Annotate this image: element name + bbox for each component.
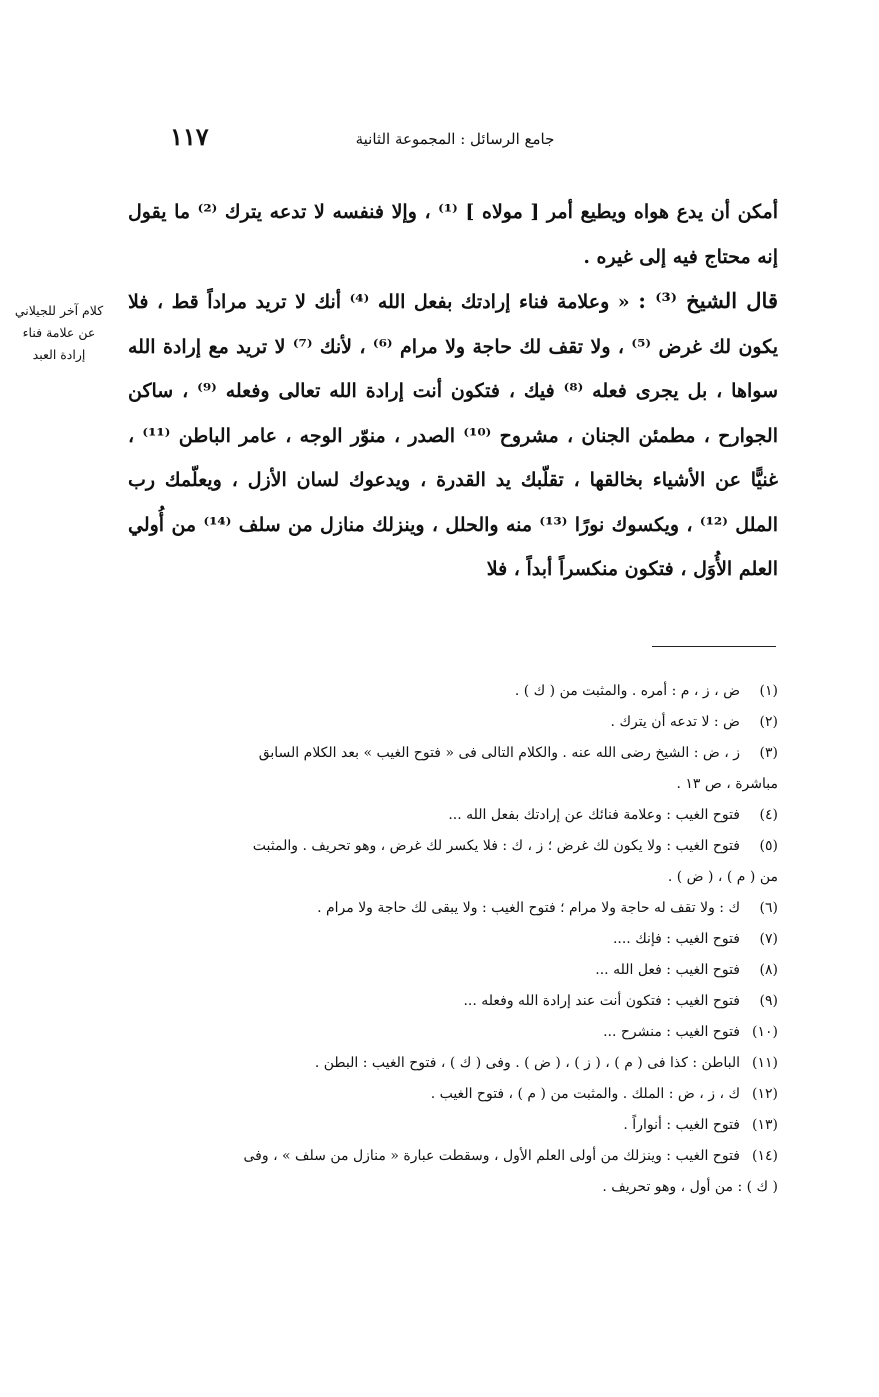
footnote-number: (١٢) bbox=[752, 1086, 778, 1102]
footnote-number: (١١) bbox=[752, 1055, 778, 1071]
footnote-number: (١٣) bbox=[752, 1117, 778, 1133]
footnote-continuation: ( ك ) : من أول ، وهو تحريف . bbox=[602, 1179, 778, 1195]
footnote-number: (١) bbox=[759, 683, 778, 699]
paragraph bbox=[128, 279, 778, 592]
footnote-text: فتوح الغيب : وعلامة فنائك عن إرادتك بفعل الله ... bbox=[448, 807, 740, 823]
footnote bbox=[128, 924, 778, 955]
margin-note-line: كلام آخر للجيلاني bbox=[14, 303, 104, 318]
footnote-text: فتوح الغيب : فإنك .... bbox=[612, 931, 740, 947]
footnote-number: (٥) bbox=[759, 838, 778, 854]
footnote-text: فتوح الغيب : أنواراً . bbox=[623, 1117, 740, 1133]
footnote bbox=[128, 893, 778, 924]
paragraph-text: « وعلامة فناء إرادتك بفعل الله ⁽⁴⁾ أنك لا تريد مراداً قط ، فلا يكون لك غرض ⁽⁵⁾ ، ولا تقف لك حاجة ولا مرام ⁽⁶⁾ ، لأنك ⁽⁷⁾ لا تريد مع إرادة الله سواها ، بل يجرى فعله ⁽⁸⁾ فيك ، فتكون أنت إرادة الله تعالى وفعله ⁽⁹⁾ ، ساكن الجوارح ، مطمئن الجنان ، مشروح ⁽¹⁰⁾ الصدر ، منوّر الوجه ، عامر الباطن ⁽¹¹⁾ ، غنيًّا عن الأشياء بخالقها ، تقلّبك يد القدرة ، ويدعوك لسان الأزل ، ويعلّمك رب الملل ⁽¹²⁾ ، ويكسوك نورًا ⁽¹³⁾ منه والحلل ، وينزلك منازل من سلف ⁽¹⁴⁾ من أُولي العلم الأُوَل ، فتكون منكسراً أبداً ، فلا bbox=[128, 291, 779, 580]
footnote bbox=[128, 1048, 778, 1079]
footnote-separator bbox=[652, 646, 776, 647]
footnote-text: ك : ولا تقف له حاجة ولا مرام ؛ فتوح الغيب : ولا يبقى لك حاجة ولا مرام . bbox=[317, 900, 740, 916]
footnote-continuation: مباشرة ، ص ١٣ . bbox=[676, 776, 778, 792]
footnote-text: فتوح الغيب : منشرح ... bbox=[603, 1024, 740, 1040]
footnote bbox=[128, 800, 778, 831]
footnote bbox=[128, 707, 778, 738]
page-number: ١١٧ bbox=[170, 122, 209, 151]
footnote bbox=[128, 738, 778, 769]
margin-note bbox=[4, 300, 114, 366]
footnote-text: فتوح الغيب : ولا يكون لك غرض ؛ ز ، ك : فلا يكسر لك غرض ، وهو تحريف . والمثبت bbox=[252, 838, 740, 854]
footnote bbox=[128, 1079, 778, 1110]
footnote-text: فتوح الغيب : فتكون أنت عند إرادة الله وفعله ... bbox=[463, 993, 740, 1009]
footnote-number: (١٠) bbox=[752, 1024, 778, 1040]
footnote-text: ض ، ز ، م : أمره . والمثبت من ( ك ) . bbox=[514, 683, 740, 699]
footnote-text: فتوح الغيب : وينزلك من أولى العلم الأول ، وسقطت عبارة « منازل من سلف » ، وفى bbox=[243, 1148, 740, 1164]
footnote bbox=[128, 1141, 778, 1172]
footnote bbox=[128, 986, 778, 1017]
footnote bbox=[128, 1110, 778, 1141]
footnote-number: (٨) bbox=[759, 962, 778, 978]
footnote-text: فتوح الغيب : فعل الله ... bbox=[595, 962, 740, 978]
footnote-continuation: من ( م ) ، ( ض ) . bbox=[667, 869, 778, 885]
footnote bbox=[128, 831, 778, 862]
margin-note-line: عن علامة فناء bbox=[22, 325, 96, 340]
footnote-number: (٩) bbox=[759, 993, 778, 1009]
footnote-number: (٢) bbox=[759, 714, 778, 730]
main-text bbox=[128, 190, 778, 592]
paragraph-lead: قال الشيخ ⁽³⁾ : bbox=[638, 288, 778, 313]
footnote bbox=[128, 1017, 778, 1048]
footnote-number: (٧) bbox=[759, 931, 778, 947]
footnote-text: الباطن : كذا فى ( م ) ، ( ز ) ، ( ض ) . وفى ( ك ) ، فتوح الغيب : البطن . bbox=[314, 1055, 740, 1071]
footnote-number: (١٤) bbox=[752, 1148, 778, 1164]
paragraph: أمكن أن يدع هواه ويطيع أمر [ مولاه ] ⁽¹⁾ ، وإلا فنفسه لا تدعه يترك ⁽²⁾ ما يقول إنه محتاج فيه إلى غيره . bbox=[128, 201, 778, 268]
footnote-number: (٣) bbox=[759, 745, 778, 761]
footnotes bbox=[128, 676, 778, 1203]
footnote bbox=[128, 676, 778, 707]
margin-note-line: إرادة العبد bbox=[32, 347, 86, 362]
running-title: جامع الرسائل : المجموعة الثانية bbox=[355, 130, 555, 148]
footnote-text: ك ، ز ، ض : الملك . والمثبت من ( م ) ، فتوح الغيب . bbox=[430, 1086, 740, 1102]
footnote-text: ز ، ض : الشيخ رضى الله عنه . والكلام التالى فى « فتوح الغيب » بعد الكلام السابق bbox=[258, 745, 740, 761]
footnote bbox=[128, 955, 778, 986]
footnote-number: (٤) bbox=[759, 807, 778, 823]
footnote-text: ض : لا تدعه أن يترك . bbox=[610, 714, 740, 730]
footnote-number: (٦) bbox=[759, 900, 778, 916]
